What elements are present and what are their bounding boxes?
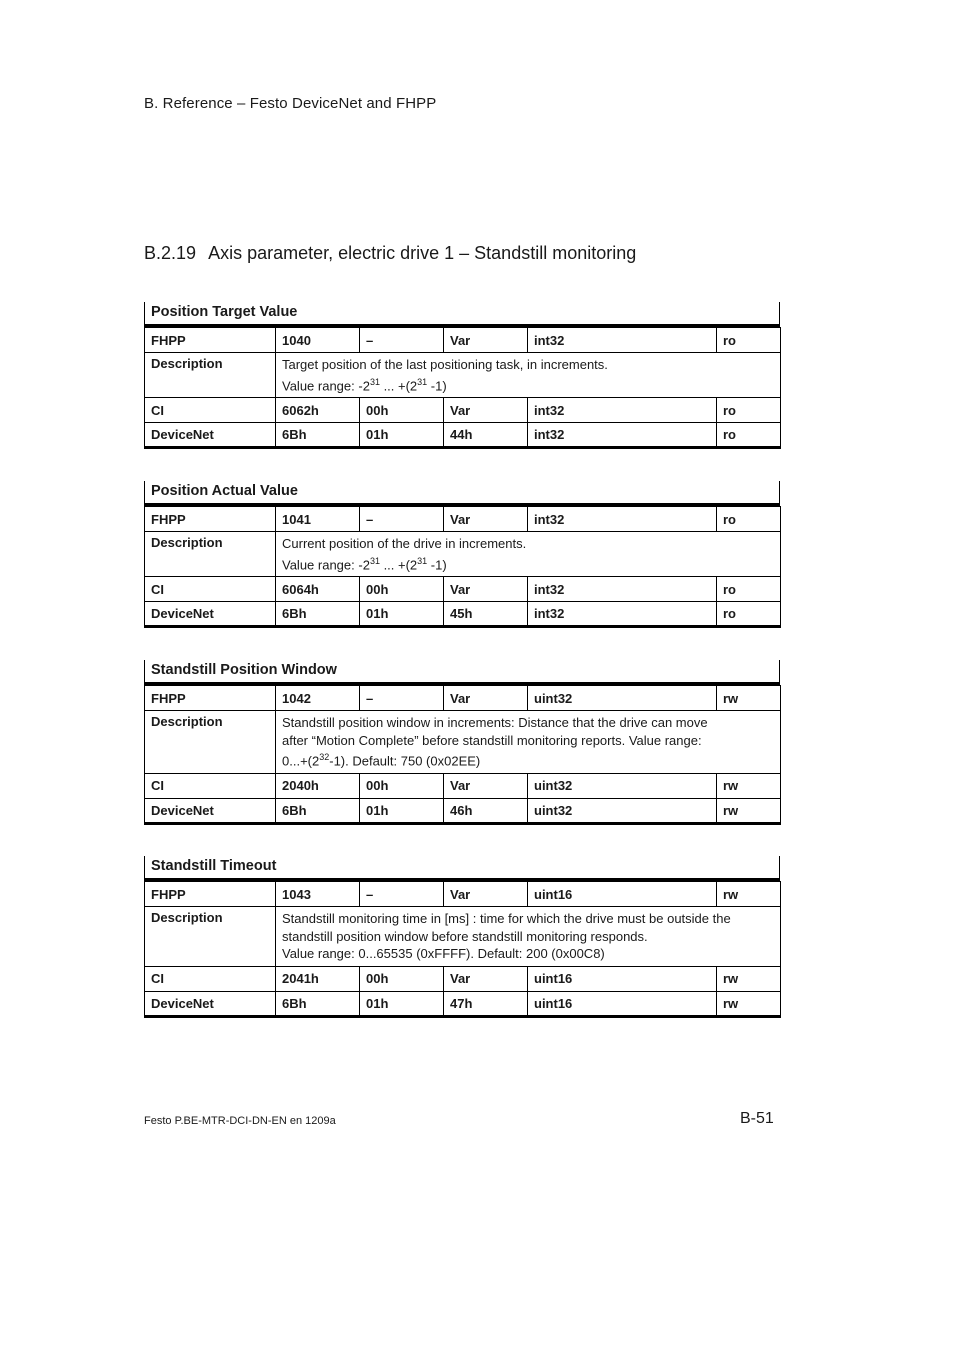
param-table xyxy=(144,506,781,628)
dn-instance: 01h xyxy=(360,602,444,627)
access: ro xyxy=(717,423,781,448)
fhpp-number: 1043 xyxy=(276,882,360,907)
row-label: CI xyxy=(145,773,276,798)
fhpp-number: 1040 xyxy=(276,328,360,353)
object-type: Var xyxy=(444,328,528,353)
row-label: CI xyxy=(145,577,276,602)
param-block-position-actual-value xyxy=(144,481,780,628)
data-type: int32 xyxy=(528,328,717,353)
access: rw xyxy=(717,966,781,991)
param-block-standstill-position-window xyxy=(144,660,780,825)
param-title: Position Target Value xyxy=(144,302,780,327)
param-table xyxy=(144,685,781,825)
dn-class: 6Bh xyxy=(276,798,360,823)
access: rw xyxy=(717,773,781,798)
access: rw xyxy=(717,798,781,823)
row-label: Description xyxy=(145,532,276,577)
dn-class: 6Bh xyxy=(276,423,360,448)
access: ro xyxy=(717,328,781,353)
data-type: uint32 xyxy=(528,686,717,711)
fhpp-row xyxy=(145,882,781,907)
param-block-position-target-value xyxy=(144,302,780,449)
data-type: uint32 xyxy=(528,798,717,823)
ci-row xyxy=(145,966,781,991)
description-row xyxy=(145,711,781,774)
ci-subindex: 00h xyxy=(360,966,444,991)
description-row xyxy=(145,353,781,398)
fhpp-row xyxy=(145,507,781,532)
object-type: Var xyxy=(444,686,528,711)
dn-instance: 01h xyxy=(360,798,444,823)
ci-row xyxy=(145,773,781,798)
access: rw xyxy=(717,686,781,711)
access: ro xyxy=(717,602,781,627)
object-type: Var xyxy=(444,507,528,532)
ci-index: 6064h xyxy=(276,577,360,602)
row-label: Description xyxy=(145,711,276,774)
ci-subindex: 00h xyxy=(360,577,444,602)
dn-attribute: 46h xyxy=(444,798,528,823)
data-type: int32 xyxy=(528,423,717,448)
object-type: Var xyxy=(444,882,528,907)
dn-attribute: 44h xyxy=(444,423,528,448)
description-row xyxy=(145,907,781,967)
object-type: Var xyxy=(444,577,528,602)
dn-attribute: 47h xyxy=(444,991,528,1016)
section-title: Axis parameter, electric drive 1 – Standstill monitoring xyxy=(208,243,637,263)
access: rw xyxy=(717,882,781,907)
running-header: B. Reference – Festo DeviceNet and FHPP xyxy=(144,95,437,112)
dn-class: 6Bh xyxy=(276,991,360,1016)
description-cell xyxy=(276,532,781,577)
description-line: Standstill monitoring time in [ms] : time for which the drive must be outside the xyxy=(282,911,731,926)
footer-doc-id: Festo P.BE-MTR-DCI-DN-EN en 1209a xyxy=(144,1115,336,1127)
row-label: Description xyxy=(145,907,276,967)
fhpp-number: 1042 xyxy=(276,686,360,711)
description-line: standstill position window before standstill monitoring responds. xyxy=(282,928,648,944)
devicenet-row xyxy=(145,991,781,1016)
data-type: int32 xyxy=(528,398,717,423)
description-line: Standstill position window in increments: Distance that the drive can move xyxy=(282,715,708,730)
dn-class: 6Bh xyxy=(276,602,360,627)
dn-attribute: 45h xyxy=(444,602,528,627)
dn-instance: 01h xyxy=(360,991,444,1016)
row-label: FHPP xyxy=(145,686,276,711)
section-number: B.2.19 xyxy=(144,243,197,263)
param-title: Standstill Position Window xyxy=(144,660,780,685)
description-line: Current position of the drive in increments. xyxy=(282,536,527,551)
description-cell xyxy=(276,907,781,967)
access: ro xyxy=(717,398,781,423)
description-cell xyxy=(276,711,781,774)
object-type: Var xyxy=(444,398,528,423)
row-label: FHPP xyxy=(145,882,276,907)
description-cell xyxy=(276,353,781,398)
param-title: Standstill Timeout xyxy=(144,856,780,881)
ci-subindex: 00h xyxy=(360,398,444,423)
subindex: – xyxy=(360,507,444,532)
ci-index: 2041h xyxy=(276,966,360,991)
devicenet-row xyxy=(145,602,781,627)
fhpp-number: 1041 xyxy=(276,507,360,532)
param-block-standstill-timeout xyxy=(144,856,780,1018)
ci-row xyxy=(145,398,781,423)
data-type: int32 xyxy=(528,577,717,602)
row-label: CI xyxy=(145,398,276,423)
page-number: B-51 xyxy=(740,1110,774,1127)
devicenet-row xyxy=(145,798,781,823)
subindex: – xyxy=(360,686,444,711)
row-label: FHPP xyxy=(145,328,276,353)
ci-subindex: 00h xyxy=(360,773,444,798)
value-range: Value range: $-2^{31}$ ... $+(2^{31}$ -1) xyxy=(282,555,447,572)
param-table xyxy=(144,327,781,449)
data-type: uint16 xyxy=(528,966,717,991)
dn-instance: 01h xyxy=(360,423,444,448)
section-heading xyxy=(144,243,636,264)
row-label: DeviceNet xyxy=(145,602,276,627)
object-type: Var xyxy=(444,966,528,991)
devicenet-row xyxy=(145,423,781,448)
row-label: DeviceNet xyxy=(145,798,276,823)
access: rw xyxy=(717,991,781,1016)
row-label: DeviceNet xyxy=(145,423,276,448)
ci-index: 2040h xyxy=(276,773,360,798)
value-range: $0...+(2^{32}-1)$. Default: 750 (0x02EE) xyxy=(282,752,481,769)
object-type: Var xyxy=(444,773,528,798)
data-type: uint16 xyxy=(528,991,717,1016)
data-type: int32 xyxy=(528,507,717,532)
row-label: CI xyxy=(145,966,276,991)
value-range: Value range: $-2^{31}$ ... $+(2^{31}$ -1) xyxy=(282,376,447,393)
description-line: after “Motion Complete” before standstill monitoring reports. Value range: xyxy=(282,732,702,748)
row-label: DeviceNet xyxy=(145,991,276,1016)
param-title: Position Actual Value xyxy=(144,481,780,506)
ci-index: 6062h xyxy=(276,398,360,423)
data-type: uint16 xyxy=(528,882,717,907)
access: ro xyxy=(717,507,781,532)
description-line: Target position of the last positioning task, in increments. xyxy=(282,357,608,372)
row-label: Description xyxy=(145,353,276,398)
description-line: Value range: 0...65535 (0xFFFF). Default: 200 (0x00C8) xyxy=(282,946,605,961)
ci-row xyxy=(145,577,781,602)
access: ro xyxy=(717,577,781,602)
fhpp-row xyxy=(145,328,781,353)
subindex: – xyxy=(360,882,444,907)
description-row xyxy=(145,532,781,577)
param-table xyxy=(144,881,781,1018)
data-type: int32 xyxy=(528,602,717,627)
fhpp-row xyxy=(145,686,781,711)
row-label: FHPP xyxy=(145,507,276,532)
subindex: – xyxy=(360,328,444,353)
data-type: uint32 xyxy=(528,773,717,798)
